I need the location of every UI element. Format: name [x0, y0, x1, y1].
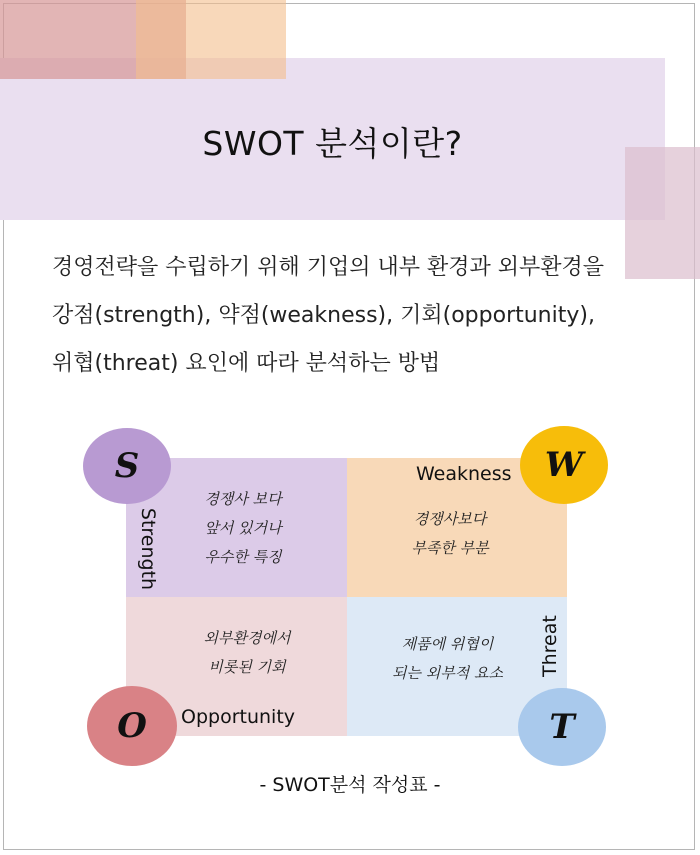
opportunity-label: Opportunity [181, 706, 296, 728]
threat-label: Threat [539, 615, 561, 677]
deco-square-peach [136, 0, 286, 79]
strength-circle: S [83, 428, 171, 504]
threat-circle: T [518, 688, 606, 766]
weakness-text: 경쟁사보다 부족한 부분 [411, 510, 489, 557]
description [52, 244, 652, 388]
weakness-label: Weakness [416, 463, 512, 485]
strength-label: Strength [137, 507, 159, 591]
description-line: 위협(threat) 요인에 따라 분석하는 방법 [52, 351, 441, 376]
description-line: 강점(strength), 약점(weakness), 기회(opportunity), [52, 303, 595, 328]
opportunity-text: 외부환경에서 비롯된 기회 [203, 629, 291, 676]
page-title: SWOT 분석이란? [202, 124, 463, 163]
caption: - SWOT분석 작성표 - [259, 774, 441, 796]
strength-text: 경쟁사 보다 앞서 있거나 우수한 특징 [204, 490, 282, 566]
description-line: 경영전략을 수립하기 위해 기업의 내부 환경과 외부환경을 [52, 255, 605, 280]
weakness-circle: W [520, 426, 608, 504]
threat-text: 제품에 위협이 되는 외부적 요소 [392, 635, 503, 682]
opportunity-circle: O [87, 686, 177, 766]
